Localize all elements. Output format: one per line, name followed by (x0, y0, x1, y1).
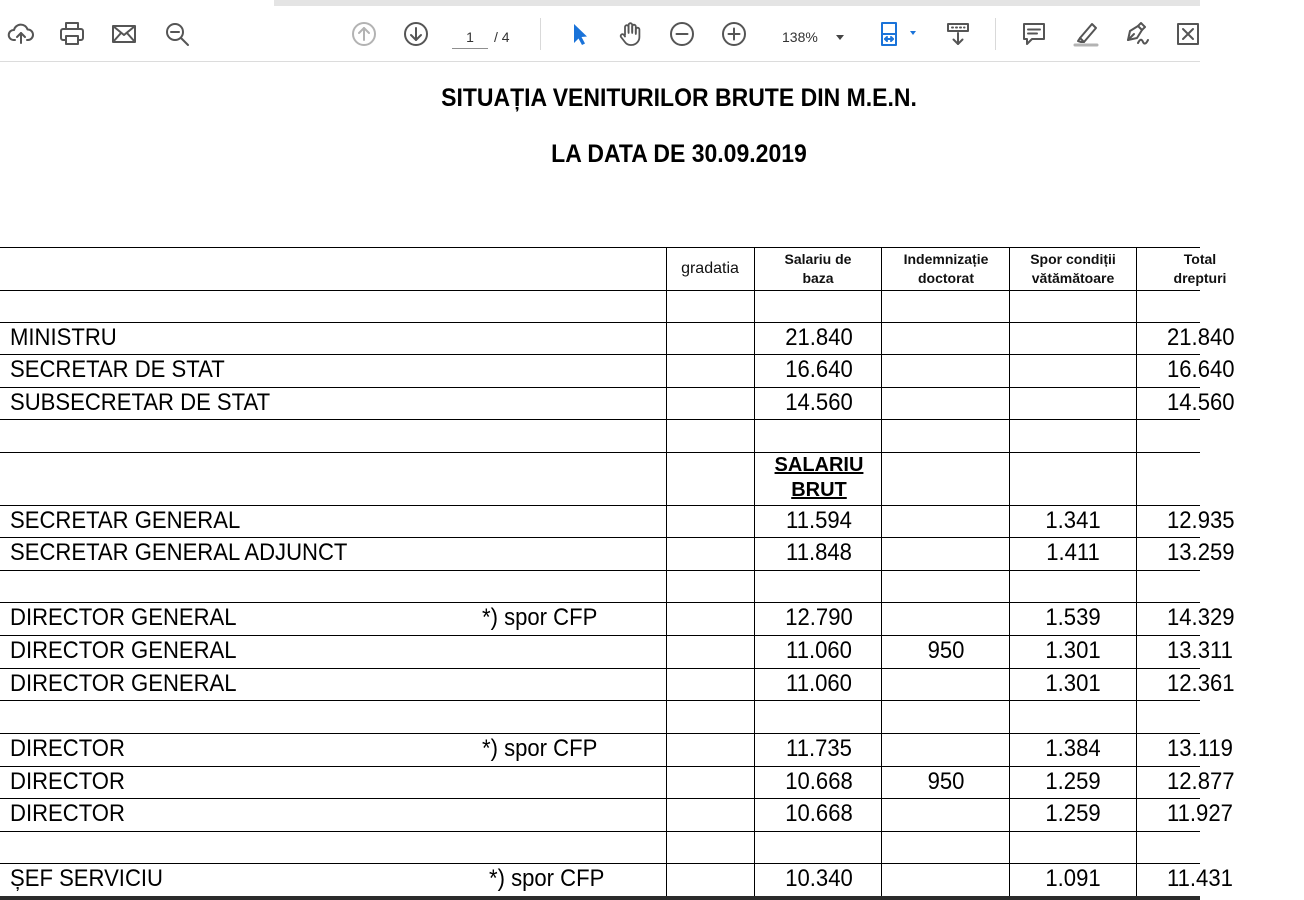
scroll-mode-icon[interactable] (942, 18, 974, 50)
cell-total: 14.560 (1167, 389, 1235, 416)
row-label: DIRECTOR GENERAL (10, 637, 237, 664)
zoom-out-icon[interactable] (666, 18, 698, 50)
table-line (0, 798, 1200, 799)
cell-salariu: 11.060 (786, 637, 852, 664)
header-total: Total drepturi (1173, 251, 1227, 286)
document-page (0, 62, 1235, 900)
table-line (0, 602, 1200, 603)
next-page-icon[interactable] (400, 18, 432, 50)
row-label: MINISTRU (10, 324, 117, 351)
salariu-brut-heading: SALARIU BRUT (774, 454, 864, 501)
comment-icon[interactable] (1018, 18, 1050, 50)
row-label: SECRETAR GENERAL (10, 507, 241, 534)
table-line (0, 668, 1200, 669)
table-line (1009, 247, 1010, 900)
share-icon[interactable] (1172, 18, 1204, 50)
pdf-toolbar (0, 6, 1200, 62)
table-line (0, 766, 1200, 767)
table-line (0, 863, 1200, 864)
row-label: DIRECTOR (10, 768, 125, 795)
cloud-upload-icon[interactable] (5, 18, 37, 50)
header-gradatia: gradatia (681, 260, 739, 277)
find-zoom-icon[interactable] (161, 18, 193, 50)
cell-spor: 1.384 (1045, 735, 1101, 762)
row-label: DIRECTOR GENERAL (10, 604, 237, 631)
previous-page-icon[interactable] (348, 18, 380, 50)
cell-spor: 1.539 (1045, 604, 1101, 631)
fit-page-icon[interactable] (876, 18, 920, 50)
row-label: SECRETAR DE STAT (10, 356, 225, 383)
print-icon[interactable] (56, 18, 88, 50)
cell-total: 12.935 (1167, 507, 1235, 534)
zoom-value: 138% (782, 29, 818, 45)
cell-total: 12.361 (1167, 670, 1235, 697)
table-line (0, 247, 1200, 248)
cell-total: 14.329 (1167, 604, 1235, 631)
table-line (0, 537, 1200, 538)
cell-spor: 1.341 (1045, 507, 1101, 534)
row-label: SUBSECRETAR DE STAT (10, 389, 271, 416)
table-line (0, 570, 1200, 571)
cell-salariu: 11.735 (786, 735, 852, 762)
cell-salariu: 11.594 (786, 507, 852, 534)
table-line (0, 505, 1200, 506)
table-line (0, 733, 1200, 734)
cell-salariu: 21.840 (785, 324, 853, 351)
zoom-in-icon[interactable] (718, 18, 750, 50)
cell-spor: 1.301 (1045, 637, 1101, 664)
row-label: DIRECTOR (10, 800, 125, 827)
sign-icon[interactable] (1122, 18, 1154, 50)
cell-spor: 1.259 (1045, 768, 1101, 795)
document-title: SITUAȚIA VENITURILOR BRUTE DIN M.E.N. (441, 84, 917, 112)
header-indemnizatie: Indemnizație doctorat (903, 251, 989, 286)
table-line (0, 831, 1200, 832)
chevron-down-icon (836, 35, 844, 40)
cell-total: 13.311 (1167, 637, 1233, 664)
cell-salariu: 11.848 (786, 539, 852, 566)
cell-total: 16.640 (1167, 356, 1235, 383)
cell-total: 12.877 (1167, 768, 1235, 795)
row-label: ȘEF SERVICIU (10, 865, 163, 892)
cell-total: 11.927 (1167, 800, 1233, 827)
cell-total: 13.119 (1167, 735, 1233, 762)
bottom-edge (0, 896, 1200, 900)
cell-salariu: 10.340 (785, 865, 853, 892)
page-total: / 4 (494, 29, 510, 45)
zoom-dropdown[interactable] (770, 26, 856, 48)
hand-tool-icon[interactable] (614, 18, 646, 50)
table-line (0, 635, 1200, 636)
table-line (0, 452, 1200, 453)
cell-total: 21.840 (1167, 324, 1235, 351)
select-cursor-icon[interactable] (563, 18, 595, 50)
cell-salariu: 12.790 (785, 604, 853, 631)
cell-salariu: 10.668 (785, 768, 853, 795)
row-note: *) spor CFP (489, 865, 605, 892)
cell-salariu: 16.640 (785, 356, 853, 383)
cell-salariu: 10.668 (785, 800, 853, 827)
cell-indemnizatie: 950 (927, 768, 965, 795)
cell-spor: 1.301 (1045, 670, 1101, 697)
table-line (0, 354, 1200, 355)
cell-total: 13.259 (1167, 539, 1235, 566)
document-subtitle: LA DATA DE 30.09.2019 (551, 140, 807, 168)
table-line (0, 419, 1200, 420)
cell-spor: 1.411 (1046, 539, 1100, 566)
cell-spor: 1.091 (1045, 865, 1101, 892)
table-line (0, 322, 1200, 323)
row-note: *) spor CFP (482, 735, 598, 762)
table-line (0, 387, 1200, 388)
table-line (1136, 247, 1137, 900)
cell-salariu: 11.060 (786, 670, 852, 697)
row-label: DIRECTOR (10, 735, 125, 762)
table-line (0, 700, 1200, 701)
table-line (881, 247, 882, 900)
cell-salariu: 14.560 (785, 389, 853, 416)
row-label: SECRETAR GENERAL ADJUNCT (10, 539, 348, 566)
highlight-pen-icon[interactable] (1070, 18, 1102, 50)
cell-indemnizatie: 950 (927, 637, 965, 664)
toolbar-divider (995, 18, 996, 50)
table-line (754, 247, 755, 900)
table-line (666, 247, 667, 900)
cell-spor: 1.259 (1045, 800, 1101, 827)
toolbar-divider (540, 18, 541, 50)
row-label: DIRECTOR GENERAL (10, 670, 237, 697)
mail-icon[interactable] (108, 18, 140, 50)
header-salariu-baza: Salariu de baza (784, 251, 852, 286)
row-note: *) spor CFP (482, 604, 598, 631)
cell-total: 11.431 (1167, 865, 1233, 892)
header-spor: Spor condiții vătămătoare (1030, 251, 1116, 286)
page-number-input[interactable]: 1 (452, 26, 488, 49)
table-line (0, 290, 1200, 291)
